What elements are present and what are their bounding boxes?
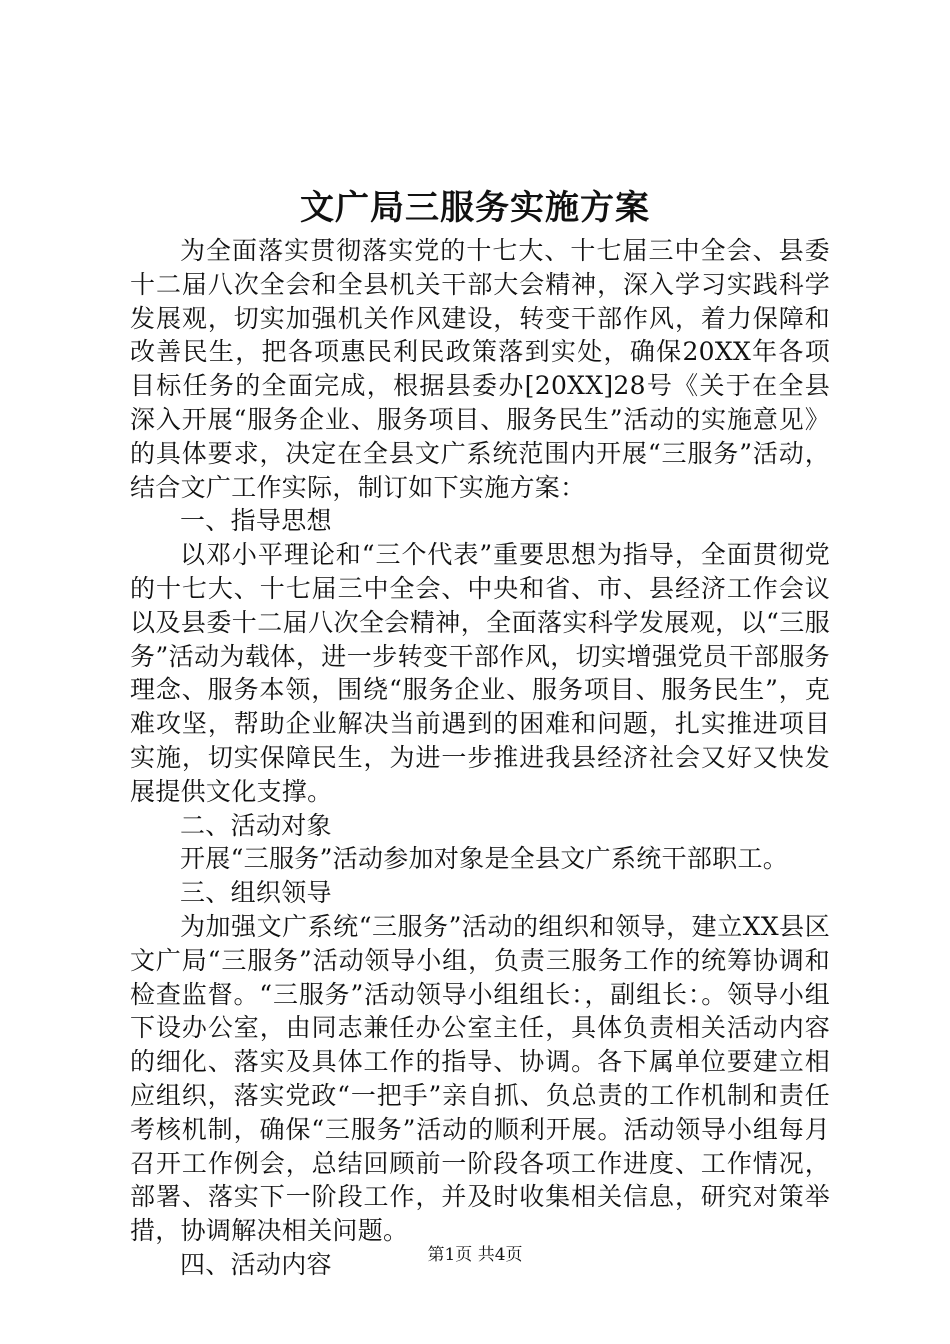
document-body: [130, 234, 830, 1282]
section-heading-guiding-ideology: 一、指导思想: [180, 506, 332, 536]
intro-paragraph: 为全面落实贯彻落实党的十七大、十七届三中全会、县委十二届八次全会和全县机关干部大会精神，深入学习实践科学发展观，切实加强机关作风建设，转变干部作风，着力保障和改善民生，把各项惠民利民政策落到实处，确保20XX年各项目标任务的全面完成，根据县委办[20XX]28号《关于在全县深入开展“服务企业、服务项目、服务民生”活动的实施意见》的具体要求，决定在全县文广系统范围内开展“三服务”活动，结合文广工作实际，制订如下实施方案：: [130, 236, 830, 502]
section-heading-organization: 三、组织领导: [180, 878, 332, 908]
document-title: 文广局三服务实施方案: [300, 188, 650, 228]
page-number-footer: 第1页 共4页: [427, 1245, 523, 1265]
organization-paragraph: 为加强文广系统“三服务”活动的组织和领导，建立XX县区文广局“三服务”活动领导小组，负责三服务工作的统筹协调和检查监督。“三服务”活动领导小组组长：，副组长：。领导小组下设办公室，由同志兼任办公室主任，具体负责相关活动内容的细化、落实及具体工作的指导、协调。各下属单位要建立相应组织，落实党政“一把手”亲自抓、负总责的工作机制和责任考核机制，确保“三服务”活动的顺利开展。活动领导小组每月召开工作例会，总结回顾前一阶段各项工作进度、工作情况，部署、落实下一阶段工作，并及时收集相关信息，研究对策举措，协调解决相关问题。: [130, 911, 830, 1246]
guiding-ideology-paragraph: 以邓小平理论和“三个代表”重要思想为指导，全面贯彻党的十七大、十七届三中全会、中央和省、市、县经济工作会议以及县委十二届八次全会精神，全面落实科学发展观，以“三服务”活动为载体，进一步转变干部作风，切实增强党员干部服务理念、服务本领，围绕“服务企业、服务项目、服务民生”，克难攻坚，帮助企业解决当前遇到的困难和问题，扎实推进项目实施，切实保障民生，为进一步推进我县经济社会又好又快发展提供文化支撑。: [130, 540, 830, 806]
section-heading-participants: 二、活动对象: [180, 810, 332, 840]
section-heading-activity-content: 四、活动内容: [180, 1249, 332, 1279]
participants-paragraph: 开展“三服务”活动参加对象是全县文广系统干部职工。: [180, 844, 789, 874]
